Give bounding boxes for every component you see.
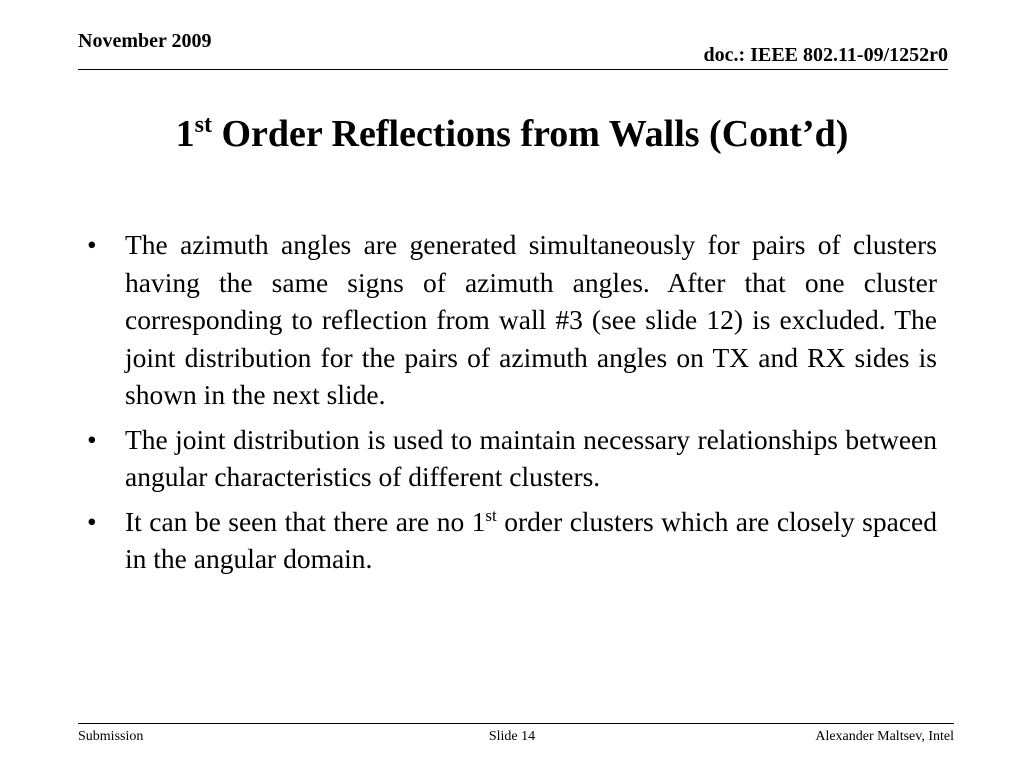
bullet-text: The azimuth angles are generated simultaneously for pairs of clusters having the same signs of azimuth angles. After that one cluster corresponding to reflection from wall #3 (see slide 12) is excluded. The joint distribution for the pairs of azimuth angles on TX and RX sides is shown in the next slide. [125,229,937,410]
bullet-text-before: It can be seen that there are no 1 [125,505,486,537]
bullet-marker: • [87,423,97,455]
footer-slide-number: Slide 14 [488,729,536,744]
bullet-text [125,506,937,575]
slide-title [0,112,1024,158]
title-superscript: st [194,112,212,138]
bullet-text-after: order clusters which are closely spaced in the angular domain. [125,505,937,574]
footer-submission: Submission [78,729,144,744]
bullet-marker: • [87,229,97,260]
bullet-item [83,421,937,496]
footer-author: Alexander Maltsev, Intel [815,729,954,744]
bullet-marker: • [87,505,97,537]
bullet-item [83,503,937,578]
bullet-superscript: st [485,505,497,525]
bullet-text: The joint distribution is used to maintain necessary relationships between angular characteristics of different clusters. [125,423,937,492]
title-prefix: 1 [175,113,195,155]
header-divider [78,69,948,70]
bullet-item [83,226,937,414]
footer-divider [78,723,954,724]
header-date: November 2009 [78,30,212,52]
header-doc-id: doc.: IEEE 802.11-09/1252r0 [703,44,948,66]
title-rest: Order Reflections from Walls (Cont’d) [211,113,849,155]
bullet-list [83,226,937,585]
